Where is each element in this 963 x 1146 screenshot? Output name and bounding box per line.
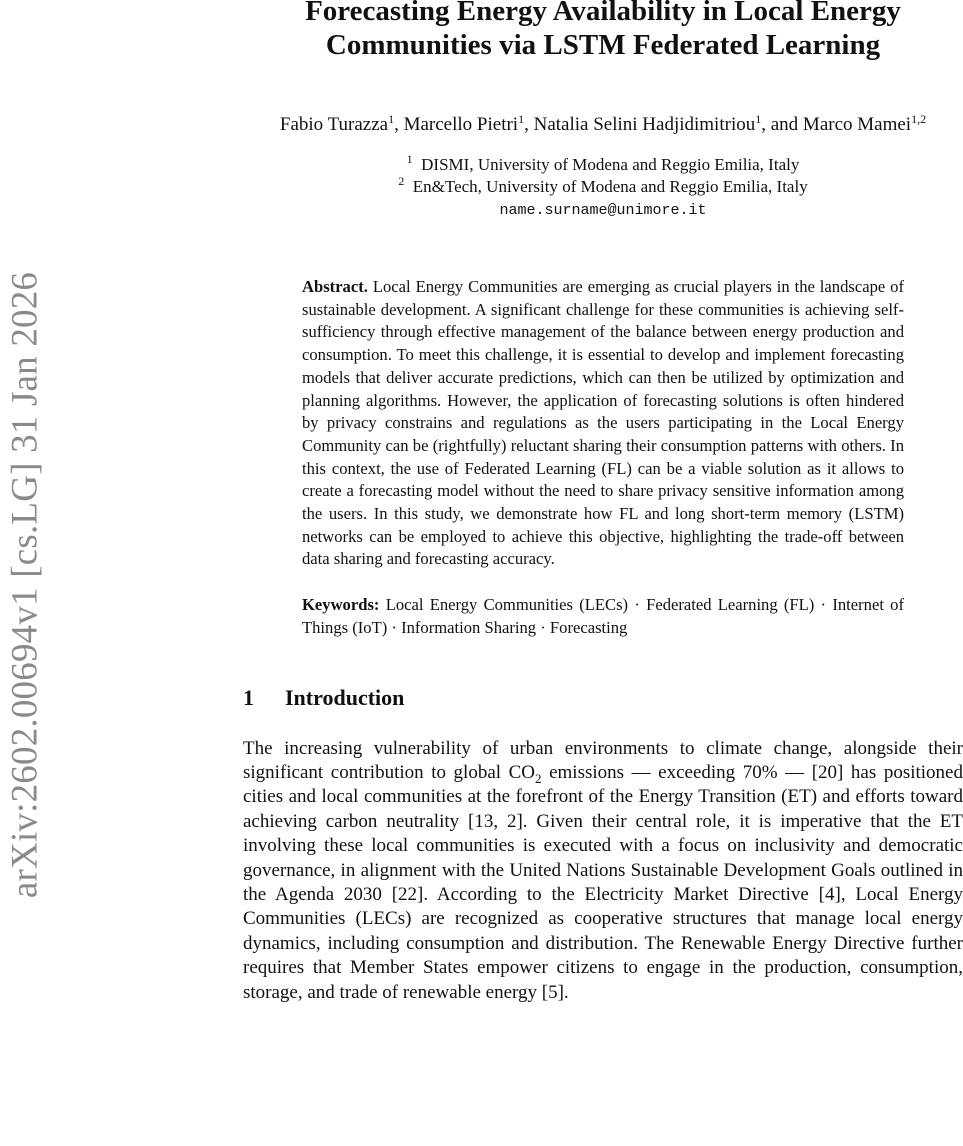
affiliation-block	[243, 154, 963, 222]
affiliation-mark: 1	[406, 152, 413, 166]
intro-text-part2: emissions — exceeding 70% — [20] has positioned cities and local communities at the forefront of the Energy Transition (ET) and efforts toward achieving carbon neutrality [13, 2]. Given their central role, it is imperative that the ET involving these local communities is executed with a focus on inclusivity and democratic governance, in alignment with the United Nations Sustainable Development Goals outlined in the Agenda 2030 [22]. According to the Electricity Market Directive [4], Local Energy Communities (LECs) are recognized as cooperative structures that manage local energy dynamics, including consumption and distribution. The Renewable Energy Directive further requires that Member States empower citizens to engage in the production, consumption, storage, and trade of renewable energy [5].	[243, 761, 963, 1003]
keywords	[302, 594, 904, 639]
author-affil-mark: 1	[755, 112, 762, 126]
author-name: Marcello Pietri	[403, 114, 519, 135]
affiliation-text: En&Tech, University of Modena and Reggio Emilia, Italy	[412, 177, 808, 196]
email-line	[243, 198, 963, 222]
affiliation-mark: 2	[398, 174, 405, 188]
arxiv-stamp	[0, 0, 50, 1146]
co2-subscript: 2	[535, 770, 542, 786]
abstract	[302, 276, 904, 571]
author-name: Natalia Selini Hadjidimitriou	[533, 114, 756, 135]
keywords-label: Keywords:	[302, 595, 380, 615]
author-email: name.surname@unimore.it	[499, 202, 707, 219]
section-number: 1	[243, 684, 254, 710]
abstract-text: Local Energy Communities are emerging as crucial players in the landscape of sustainable development. A significant challenge for these communities is achieving self-sufficiency through effective management of the balance between energy production and consumption. To meet this challenge, it is essential to develop and implement forecasting models that deliver accurate predictions, which can then be utilized by optimization and planning algorithms. However, the application of forecasting solutions is often hindered by privacy constrains and regulations as the users participating in the Local Energy Community can be (rightfully) reluctant sharing their consumption patterns with others. In this context, the use of Federated Learning (FL) can be a viable solution as it allows to create a forecasting model without the need to share privacy sensitive information among the users. In this study, we demonstrate how FL and long short-term memory (LSTM) networks can be employed to achieve this objective, highlighting the trade-off between data sharing and forecasting accuracy.	[302, 277, 904, 569]
affiliation-text: DISMI, University of Modena and Reggio Emilia, Italy	[421, 155, 800, 174]
keywords-text: Local Energy Communities (LECs) · Federated Learning (FL) · Internet of Things (IoT) · Information Sharing · Forecasting	[302, 595, 904, 637]
abstract-label: Abstract.	[302, 277, 368, 296]
intro-paragraph	[243, 737, 963, 1005]
intro-text-part1: The increasing vulnerability of urban environments to climate change, alongside their significant contribution to global CO	[243, 737, 963, 783]
author-affil-mark: 1,2	[911, 112, 927, 126]
section-heading	[243, 684, 963, 712]
author-name: Marco Mamei	[802, 114, 912, 135]
author-affil-mark: 1	[518, 112, 525, 126]
affiliation-line	[243, 176, 963, 198]
author-name: Fabio Turazza	[279, 114, 389, 135]
paper-page	[243, 0, 963, 1024]
author-list: Fabio Turazza$^1$, Marcello Pietri$^1$, Natalia Selini Hadjidimitriou$^1$, and Marco Mamei$^{1,2}$	[279, 112, 927, 135]
section-title: Introduction	[285, 684, 405, 710]
paper-title: Forecasting Energy Availability in Local Energy Communities via LSTM Federated Learning	[305, 0, 901, 61]
arxiv-identifier: arXiv:2602.00694v1 [cs.LG] 31 Jan 2026	[4, 271, 46, 899]
affiliation-line	[243, 154, 963, 176]
author-affil-mark: 1	[388, 112, 395, 126]
